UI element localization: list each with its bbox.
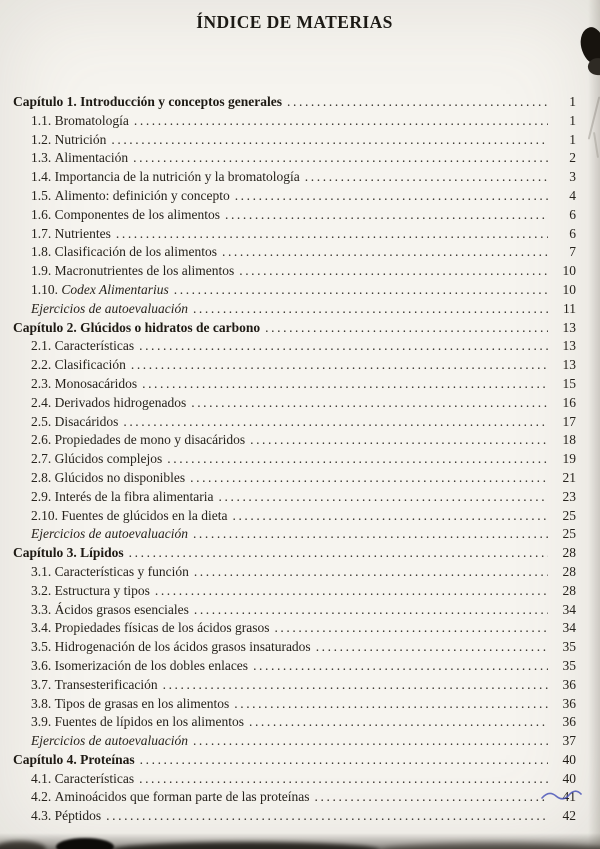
toc-page-number: 19	[562, 451, 576, 467]
toc-entry-row	[13, 337, 576, 356]
toc-entry-label	[31, 469, 185, 488]
toc-entry-label	[31, 149, 128, 168]
dot-leader	[235, 187, 548, 206]
toc-entry-label	[31, 131, 106, 150]
toc-entry-label	[31, 525, 188, 544]
toc-entry-text: Ejercicios de autoevaluación	[31, 526, 188, 542]
toc-page-number: 28	[562, 582, 576, 598]
toc-entry-row	[13, 300, 576, 319]
toc-entry-label	[31, 601, 189, 620]
toc-entry-text: Introducción y conceptos generales	[80, 94, 283, 109]
scan-shadow-bottom	[0, 833, 600, 849]
pencil-scribble-1	[588, 96, 600, 139]
toc-entry-number: 1.8.	[31, 244, 55, 260]
dot-leader	[111, 131, 548, 150]
toc-page-number: 34	[562, 601, 576, 617]
toc-page-number: 10	[562, 263, 576, 279]
toc-entry-text: Componentes de los alimentos	[54, 206, 220, 222]
page-content	[13, 12, 576, 826]
toc-entry-text: Derivados hidrogenados	[54, 394, 187, 410]
toc-entry-number: Capítulo 1.	[13, 94, 81, 109]
dot-leader	[239, 262, 548, 281]
toc-chapter-row	[13, 93, 576, 112]
dot-leader	[194, 563, 548, 582]
toc-entry-label	[31, 262, 234, 281]
toc-entry-number: 1.6.	[31, 206, 55, 222]
toc-entry-number: 3.4.	[31, 620, 55, 636]
toc-entry-text: Monosacáridos	[54, 375, 138, 391]
toc-entry-text: Proteínas	[80, 751, 135, 767]
dot-leader	[140, 751, 548, 770]
ink-smear-bottom-far-left	[0, 841, 46, 849]
toc-entry-number: 2.8.	[31, 469, 55, 485]
toc-entry-number: 1.3.	[31, 150, 55, 166]
toc-entry-row	[13, 243, 576, 262]
toc-entry-label	[31, 431, 245, 450]
dot-leader	[191, 394, 548, 413]
toc-entry-number: 3.6.	[31, 657, 55, 673]
toc-entry-text: Ejercicios de autoevaluación	[31, 733, 188, 749]
ink-blot-bottom-left	[56, 838, 114, 849]
toc-entry-row	[13, 112, 576, 131]
dot-leader	[234, 695, 548, 714]
toc-entry-label	[31, 356, 126, 375]
toc-entry-text: Fuentes de glúcidos en la dieta	[61, 507, 228, 523]
toc-entry-number: Capítulo 4.	[13, 751, 81, 767]
toc-entry-row	[13, 394, 576, 413]
toc-entry-text: Ejercicios de autoevaluación	[31, 300, 188, 316]
dot-leader	[219, 488, 548, 507]
toc-entry-row	[13, 713, 576, 732]
toc-entry-text: Propiedades físicas de los ácidos grasos	[54, 620, 270, 636]
toc-page-number: 25	[562, 507, 576, 523]
toc-page-number: 13	[562, 357, 576, 373]
toc-entry-number: 1.7.	[31, 225, 55, 241]
toc-entry-text: Aminoácidos que forman parte de las proteínas	[54, 789, 310, 805]
toc-entry-text: Nutrición	[54, 131, 107, 147]
toc-entry-text: Alimento: definición y concepto	[54, 187, 230, 203]
toc-entry-number: 2.4.	[31, 394, 55, 410]
toc-entry-number: 4.3.	[31, 808, 55, 824]
ink-smear-bottom-right	[380, 843, 600, 849]
toc-entry-row	[13, 149, 576, 168]
dot-leader	[253, 657, 548, 676]
toc-entry-text: Glúcidos complejos	[54, 451, 163, 467]
toc-entry-number: 3.9.	[31, 714, 55, 730]
toc-entry-text: Propiedades de mono y disacáridos	[54, 432, 246, 448]
dot-leader	[155, 582, 548, 601]
toc-entry-text: Glúcidos o hidratos de carbono	[80, 319, 261, 335]
toc-page-number: 37	[562, 733, 576, 749]
toc-page-number: 17	[562, 413, 576, 429]
dot-leader	[305, 168, 548, 187]
toc-entry-row	[13, 431, 576, 450]
toc-page-number: 41	[562, 789, 576, 805]
dot-leader	[142, 375, 548, 394]
toc-entry-label	[31, 770, 134, 789]
toc-entry-label	[31, 507, 227, 526]
toc-page-number: 1	[569, 94, 576, 109]
toc-entry-number: 2.7.	[31, 451, 55, 467]
ink-smear-bottom-middle	[112, 842, 380, 849]
toc-entry-row	[13, 187, 576, 206]
toc-entry-row	[13, 507, 576, 526]
toc-entry-label	[31, 488, 214, 507]
dot-leader	[133, 149, 548, 168]
toc-entry-number: 3.1.	[31, 563, 55, 579]
toc-entry-row	[13, 262, 576, 281]
toc-page-number: 34	[562, 620, 576, 636]
pen-mark-stroke	[542, 791, 581, 799]
toc-entry-row	[13, 168, 576, 187]
toc-entry-label	[31, 563, 189, 582]
toc-entry-number: 3.8.	[31, 695, 55, 711]
toc-entry-text: Codex Alimentarius	[61, 281, 169, 297]
dot-leader	[163, 676, 548, 695]
toc-page-number: 35	[562, 639, 576, 655]
toc-chapter-row	[13, 751, 576, 770]
toc-entry-number: 3.3.	[31, 601, 55, 617]
toc-entry-text: Fuentes de lípidos en los alimentos	[54, 714, 244, 730]
toc-entry-number: 3.7.	[31, 676, 55, 692]
toc-entry-text: Clasificación de los alimentos	[54, 244, 217, 260]
dot-leader	[193, 300, 548, 319]
toc-entry-number: 1.5.	[31, 187, 55, 203]
toc-page-number: 25	[562, 526, 576, 542]
toc-entry-row	[13, 281, 576, 300]
toc-page-number: 13	[562, 319, 576, 335]
toc-entry-label	[31, 168, 300, 187]
toc-entry-text: Bromatología	[54, 112, 129, 128]
dot-leader	[106, 807, 548, 826]
toc-entry-text: Características	[54, 338, 135, 354]
toc-entry-text: Importancia de la nutrición y la bromatología	[54, 169, 300, 185]
toc-entry-number: 2.2.	[31, 357, 55, 373]
toc-entry-row	[13, 413, 576, 432]
toc-entry-number: 1.10.	[31, 281, 62, 297]
toc-entry-number: 1.2.	[31, 131, 55, 147]
toc-entry-text: Disacáridos	[54, 413, 119, 429]
toc-entry-row	[13, 450, 576, 469]
toc-entry-label	[13, 544, 124, 563]
toc-chapter-row	[13, 544, 576, 563]
toc-entry-label	[31, 112, 129, 131]
dot-leader	[315, 788, 548, 807]
toc-entry-row	[13, 375, 576, 394]
toc-entry-label	[31, 394, 186, 413]
toc-page-number: 6	[569, 206, 576, 222]
toc-page-number: 21	[562, 469, 576, 485]
toc-page-number: 10	[562, 281, 576, 297]
dot-leader	[316, 638, 548, 657]
toc-entry-label	[31, 206, 220, 225]
toc-entry-row	[13, 356, 576, 375]
toc-entry-row	[13, 488, 576, 507]
toc-page-number: 36	[562, 676, 576, 692]
toc-entry-label	[31, 281, 169, 300]
toc-entry-text: Estructura y tipos	[54, 582, 150, 598]
dot-leader	[222, 243, 548, 262]
toc-entry-number: 4.2.	[31, 789, 55, 805]
toc-entry-number: Capítulo 3.	[13, 545, 81, 561]
toc-page-number: 36	[562, 695, 576, 711]
dot-leader	[134, 112, 548, 131]
toc-page-number: 16	[562, 394, 576, 410]
dot-leader	[131, 356, 548, 375]
dot-leader	[194, 601, 548, 620]
toc-page-number: 7	[569, 244, 576, 260]
toc-page-number: 11	[563, 300, 576, 316]
toc-entry-number: 2.10.	[31, 507, 62, 523]
dot-leader	[287, 93, 548, 112]
toc-entry-row	[13, 131, 576, 150]
dot-leader	[190, 469, 548, 488]
toc-entry-text: Macronutrientes de los alimentos	[54, 263, 235, 279]
scan-shadow-right-edge	[588, 0, 600, 849]
toc-page-number: 28	[562, 545, 576, 561]
toc-entry-label	[31, 732, 188, 751]
toc-entry-number: Capítulo 2.	[13, 319, 81, 335]
toc-page-number: 28	[562, 563, 576, 579]
toc-entry-label	[31, 638, 311, 657]
toc-entry-text: Características y función	[54, 563, 189, 579]
toc-entry-text: Características	[54, 770, 135, 786]
dot-leader	[250, 431, 548, 450]
toc-entry-number: 1.4.	[31, 169, 55, 185]
toc-entry-label	[31, 413, 118, 432]
ink-blot-top-right	[577, 25, 600, 66]
toc-page-number: 36	[562, 714, 576, 730]
toc-page-number: 23	[562, 488, 576, 504]
toc-entry-label	[31, 807, 101, 826]
toc-entry-row	[13, 695, 576, 714]
toc-page-number: 15	[562, 375, 576, 391]
toc-entry-text: Lípidos	[80, 545, 124, 561]
toc-entry-label	[13, 751, 135, 770]
toc-entry-row	[13, 206, 576, 225]
toc-entry-text: Ácidos grasos esenciales	[54, 601, 189, 617]
toc-page-number: 40	[562, 751, 576, 767]
toc-entry-label	[31, 225, 111, 244]
toc-entry-row	[13, 582, 576, 601]
toc-entry-row	[13, 525, 576, 544]
toc-entry-number: 2.1.	[31, 338, 55, 354]
toc-entry-row	[13, 676, 576, 695]
toc-entry-label	[31, 695, 229, 714]
toc-page-number: 40	[562, 770, 576, 786]
toc-entry-row	[13, 788, 576, 807]
toc-entry-label	[31, 657, 248, 676]
dot-leader	[116, 225, 548, 244]
toc-entry-row	[13, 563, 576, 582]
toc-entry-row	[13, 638, 576, 657]
toc-entry-label	[31, 582, 150, 601]
dot-leader	[232, 507, 548, 526]
dot-leader	[193, 732, 548, 751]
toc-entry-number: 2.3.	[31, 375, 55, 391]
toc-entry-number: 2.6.	[31, 432, 55, 448]
toc-entry-number: 1.1.	[31, 112, 55, 128]
toc-entry-text: Isomerización de los dobles enlaces	[54, 657, 249, 673]
toc-entry-label	[31, 619, 269, 638]
dot-leader	[129, 544, 548, 563]
toc-entry-row	[13, 657, 576, 676]
page-title: ÍNDICE DE MATERIAS	[196, 12, 393, 32]
toc-entry-number: 3.2.	[31, 582, 55, 598]
toc-list	[13, 93, 576, 826]
dot-leader	[274, 619, 548, 638]
toc-entry-row	[13, 807, 576, 826]
dot-leader	[265, 319, 548, 338]
pencil-scribble-2	[593, 132, 599, 158]
dot-leader	[123, 413, 548, 432]
toc-entry-text: Glúcidos no disponibles	[54, 469, 186, 485]
toc-entry-text: Nutrientes	[54, 225, 111, 241]
toc-chapter-row	[13, 319, 576, 338]
toc-entry-label	[31, 337, 134, 356]
toc-entry-label	[31, 676, 158, 695]
toc-entry-number: 2.9.	[31, 488, 55, 504]
dot-leader	[225, 206, 548, 225]
toc-entry-label	[31, 375, 137, 394]
toc-page-number: 4	[569, 187, 576, 203]
toc-entry-number: 4.1.	[31, 770, 55, 786]
toc-entry-row	[13, 619, 576, 638]
toc-entry-row	[13, 732, 576, 751]
toc-entry-row	[13, 601, 576, 620]
toc-entry-label	[31, 713, 244, 732]
toc-entry-label	[31, 788, 310, 807]
dot-leader	[167, 450, 548, 469]
toc-page-number: 13	[562, 338, 576, 354]
toc-entry-text: Interés de la fibra alimentaria	[54, 488, 214, 504]
pen-mark-blue	[541, 788, 583, 804]
toc-page-number: 18	[562, 432, 576, 448]
toc-entry-text: Alimentación	[54, 150, 129, 166]
toc-entry-label	[13, 93, 282, 112]
toc-entry-text: Transesterificación	[54, 676, 158, 692]
toc-page-number: 35	[562, 657, 576, 673]
toc-page-number: 42	[562, 808, 576, 824]
toc-entry-text: Péptidos	[54, 808, 102, 824]
toc-entry-text: Hidrogenación de los ácidos grasos insaturados	[54, 639, 311, 655]
toc-page-number: 1	[569, 112, 576, 128]
toc-page-number: 2	[569, 150, 576, 166]
toc-entry-row	[13, 770, 576, 789]
dot-leader	[174, 281, 548, 300]
toc-page-number: 3	[569, 169, 576, 185]
toc-entry-number: 3.5.	[31, 639, 55, 655]
toc-entry-label	[13, 319, 260, 338]
ink-blot-top-right-small	[587, 56, 600, 76]
toc-entry-row	[13, 225, 576, 244]
toc-entry-number: 1.9.	[31, 263, 55, 279]
toc-entry-row	[13, 469, 576, 488]
toc-page-number: 1	[569, 131, 576, 147]
dot-leader	[139, 770, 548, 789]
toc-entry-label	[31, 187, 230, 206]
toc-page-number: 6	[569, 225, 576, 241]
toc-entry-text: Tipos de grasas en los alimentos	[54, 695, 230, 711]
toc-entry-number: 2.5.	[31, 413, 55, 429]
toc-entry-text: Clasificación	[54, 357, 126, 373]
dot-leader	[139, 337, 548, 356]
toc-entry-label	[31, 450, 162, 469]
dot-leader	[193, 525, 548, 544]
toc-entry-label	[31, 243, 217, 262]
toc-entry-label	[31, 300, 188, 319]
dot-leader	[249, 713, 548, 732]
